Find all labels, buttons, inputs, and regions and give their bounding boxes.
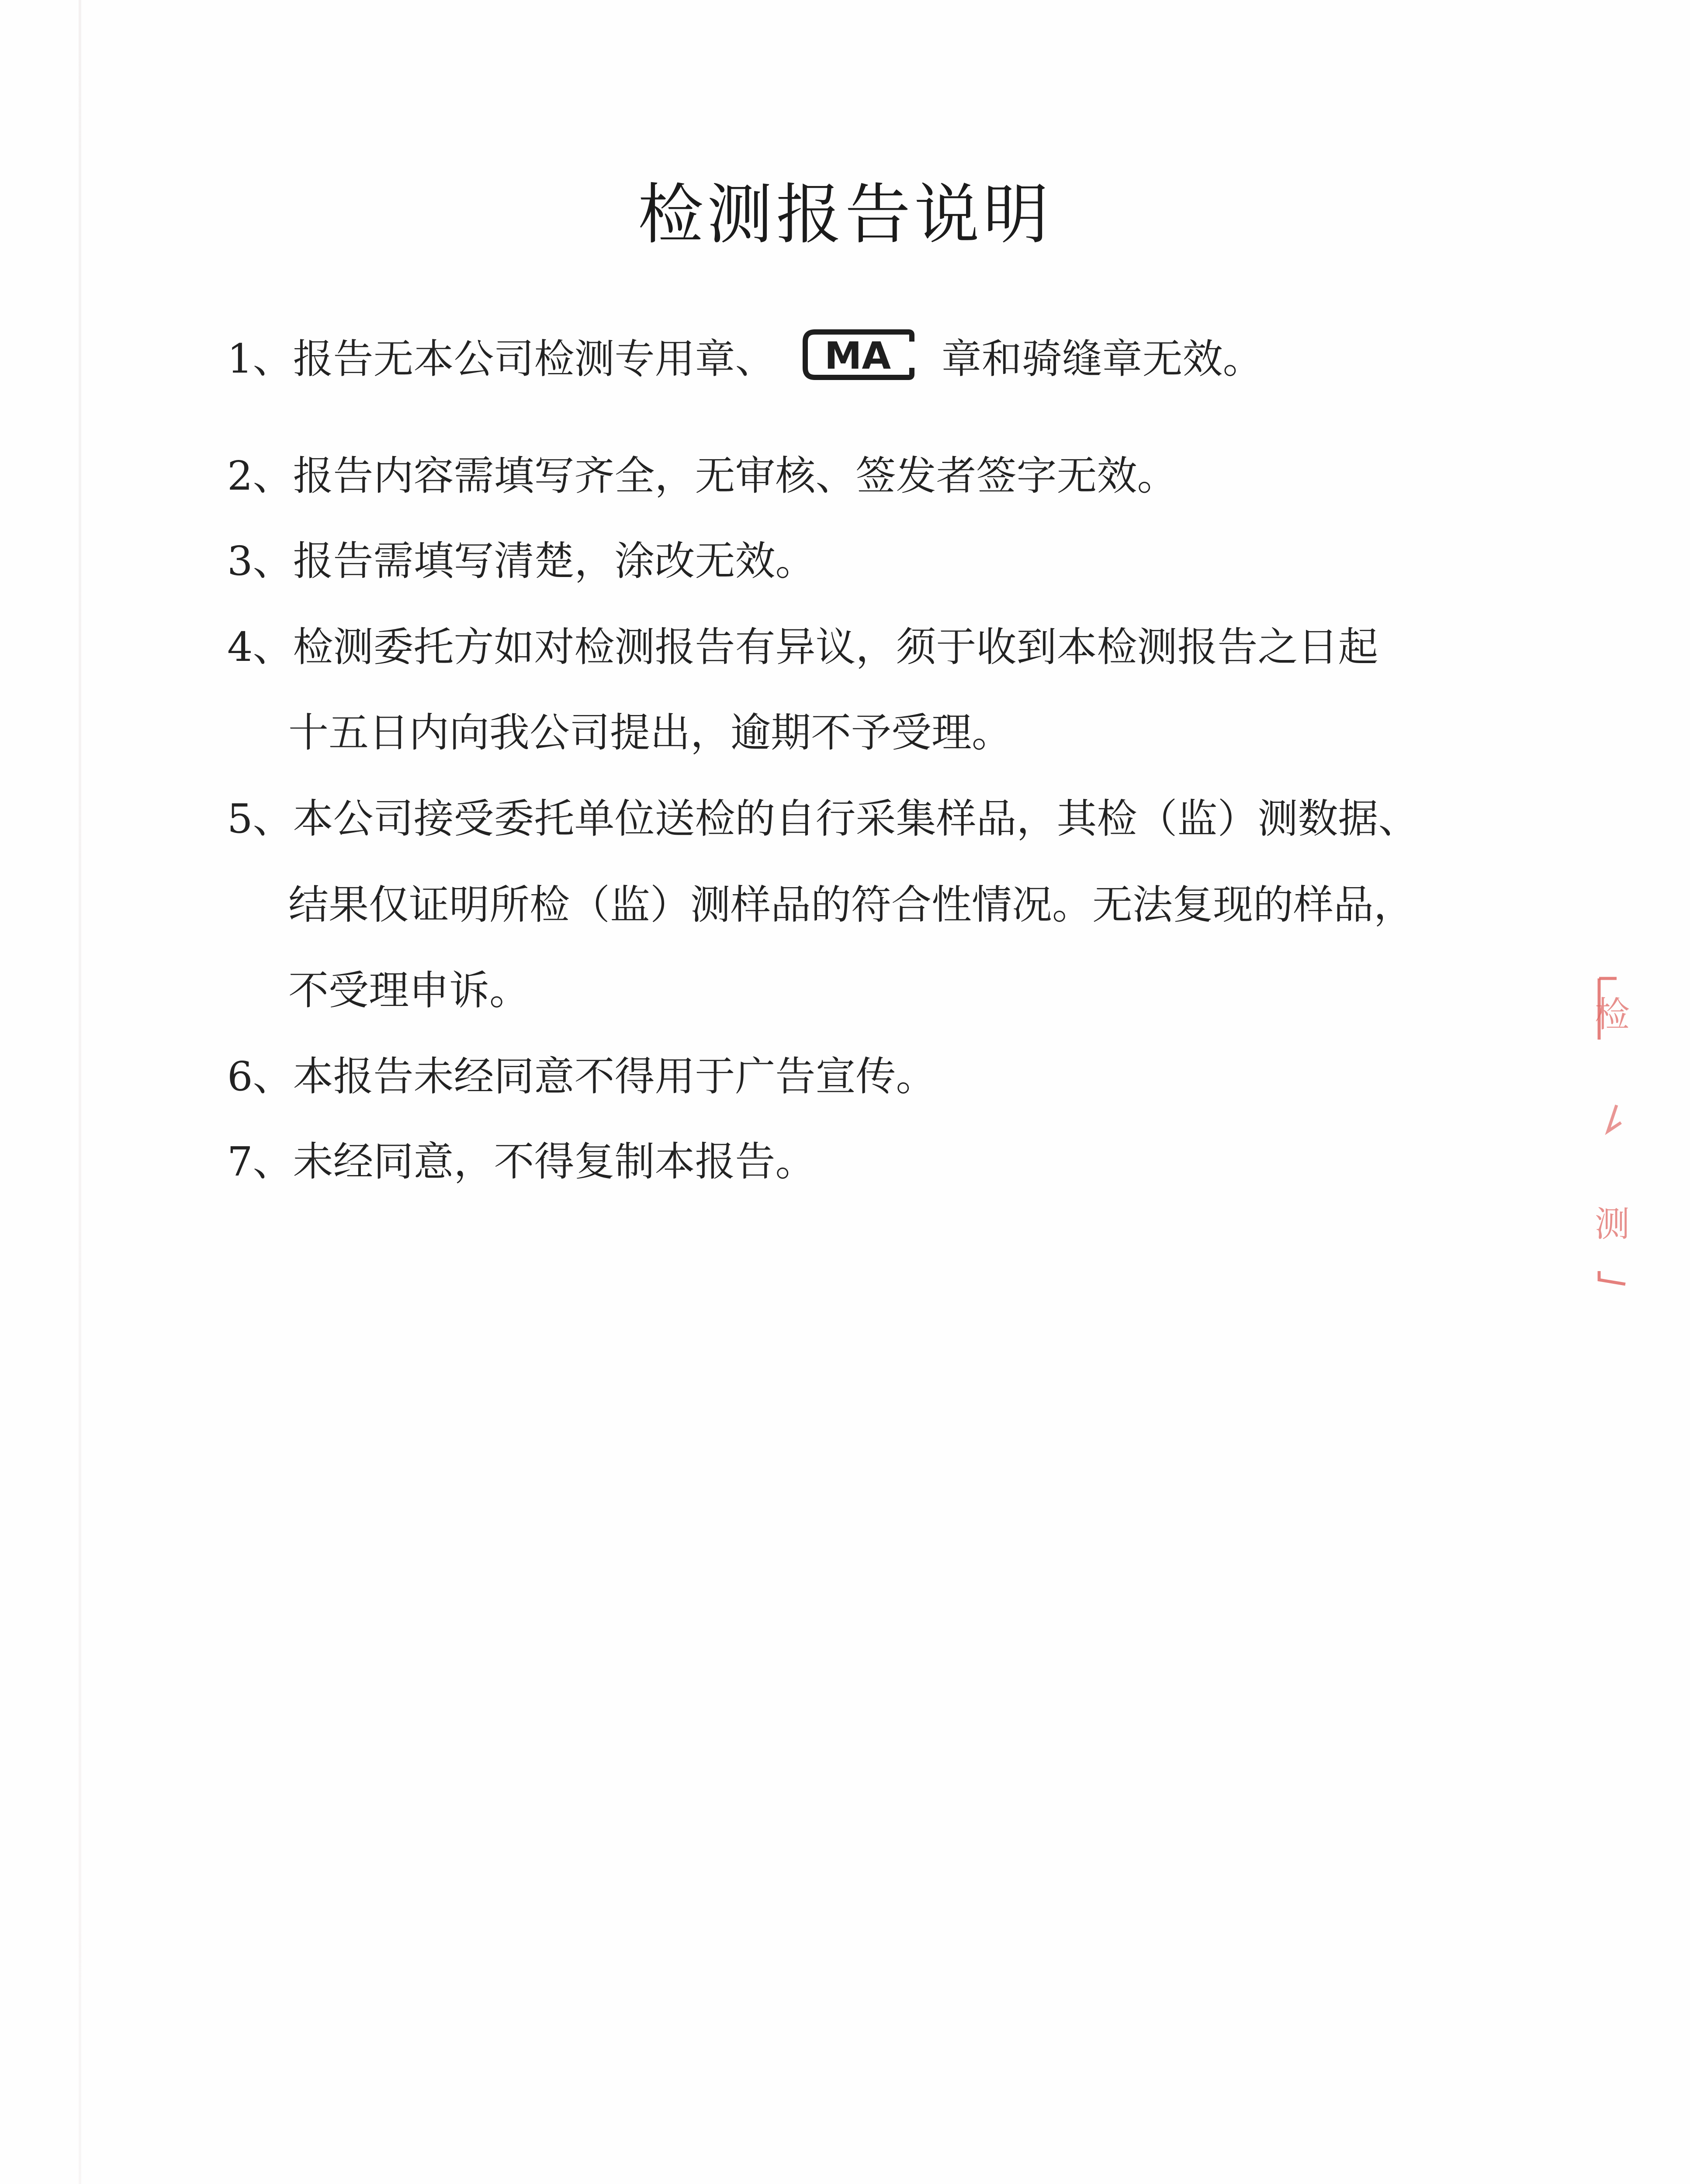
list-item [227, 797, 1419, 841]
item-continuation: 结果仅证明所检（监）测样品的符合性情况。无法复现的样品， [288, 881, 1414, 928]
cma-mark-text: MA [824, 334, 891, 378]
list-item [227, 625, 1378, 669]
list-item [227, 454, 1177, 498]
item-text: 检测委托方如对检测报告有异议，须于收到本检测报告之日起 [293, 624, 1378, 670]
item-number: 4、 [227, 624, 293, 670]
item-number: 2、 [227, 453, 293, 499]
item-number: 7、 [227, 1138, 293, 1185]
list-item [227, 1140, 816, 1184]
item-text-after: 章和骑缝章无效。 [941, 335, 1263, 383]
item-text: 本报告未经同意不得用于广告宣传。 [293, 1053, 936, 1100]
item-number: 6、 [227, 1053, 293, 1100]
page-title: 检测报告说明 [637, 177, 1052, 253]
seal-char: 检 [1595, 994, 1630, 1035]
item-number: 5、 [227, 795, 293, 842]
item-text: 本公司接受委托单位送检的自行采集样品，其检（监）测数据、 [293, 795, 1419, 842]
cma-mark-icon [802, 328, 915, 389]
page-binding-edge [79, 0, 81, 2184]
item-number: 3、 [227, 538, 293, 584]
item-continuation: 不受理申诉。 [288, 967, 530, 1014]
item-text: 报告内容需填写齐全，无审核、签发者签字无效。 [293, 453, 1177, 499]
seal-stamp-icon [1590, 974, 1630, 1289]
list-item [227, 332, 1263, 393]
item-text: 未经同意，不得复制本报告。 [293, 1138, 816, 1185]
item-text: 报告需填写清楚，涂改无效。 [293, 538, 816, 584]
list-item [227, 1055, 936, 1099]
item-continuation: 十五日内向我公司提出，逾期不予受理。 [288, 709, 1012, 756]
seal-char: 测 [1595, 1204, 1630, 1244]
list-item [227, 539, 816, 583]
item-text: 报告无本公司检测专用章、 [293, 335, 776, 383]
item-number: 1、 [227, 335, 293, 383]
